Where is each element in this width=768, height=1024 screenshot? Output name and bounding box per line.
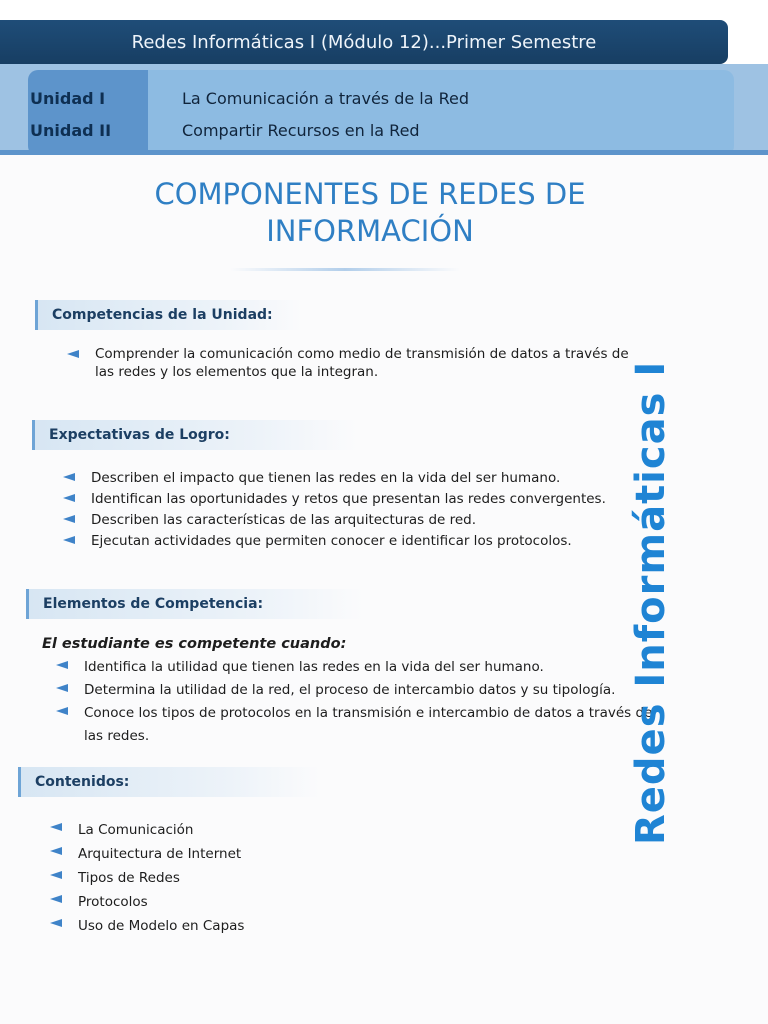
contenidos-heading-label: Contenidos: bbox=[35, 774, 130, 790]
elementos-subtitle: El estudiante es competente cuando: bbox=[42, 636, 347, 652]
list-item bbox=[50, 702, 660, 748]
list-item-text: Determina la utilidad de la red, el proceso de intercambio datos y su tipología. bbox=[84, 682, 616, 698]
bullet-arrow-icon bbox=[63, 515, 75, 523]
list-item-text: La Comunicación bbox=[78, 822, 194, 838]
expectativas-heading bbox=[32, 420, 357, 450]
units-names bbox=[148, 70, 734, 156]
list-item bbox=[44, 842, 364, 866]
unit-name: Compartir Recursos en la Red bbox=[182, 121, 420, 140]
competencias-list bbox=[61, 345, 641, 381]
list-item bbox=[57, 468, 657, 489]
title-underline bbox=[230, 268, 460, 271]
list-item bbox=[50, 679, 660, 702]
competencias-heading-label: Competencias de la Unidad: bbox=[52, 307, 273, 323]
list-item bbox=[50, 656, 660, 679]
list-item-text: Describen las características de las arquitecturas de red. bbox=[91, 512, 477, 528]
header-title: Redes Informáticas I (Módulo 12)...Primer Semestre bbox=[131, 31, 597, 53]
competencias-heading bbox=[35, 300, 302, 330]
list-item bbox=[44, 890, 364, 914]
contenidos-list bbox=[44, 818, 364, 938]
list-item-text: Uso de Modelo en Capas bbox=[78, 918, 245, 934]
list-item-text: Comprender la comunicación como medio de transmisión de datos a través de las redes y los elementos que la integran. bbox=[95, 346, 629, 380]
side-label: Redes Informáticas I bbox=[628, 360, 674, 845]
units-labels bbox=[28, 70, 148, 156]
bullet-arrow-icon bbox=[63, 473, 75, 481]
header-banner bbox=[0, 20, 728, 64]
expectativas-list bbox=[57, 468, 657, 552]
list-item-text: Identifican las oportunidades y retos que presentan las redes convergentes. bbox=[91, 491, 606, 507]
elementos-list bbox=[50, 656, 660, 748]
list-item bbox=[61, 345, 641, 381]
list-item-text: Describen el impacto que tienen las redes en la vida del ser humano. bbox=[91, 470, 561, 486]
unit-label: Unidad II bbox=[30, 121, 112, 140]
contenidos-heading bbox=[18, 767, 320, 797]
bullet-arrow-icon bbox=[56, 707, 68, 715]
expectativas-heading-label: Expectativas de Logro: bbox=[49, 427, 230, 443]
list-item bbox=[44, 818, 364, 842]
bullet-arrow-icon bbox=[56, 661, 68, 669]
units-table bbox=[28, 70, 734, 156]
list-item-text: Conoce los tipos de protocolos en la transmisión e intercambio de datos a través de las redes. bbox=[84, 705, 653, 744]
list-item-text: Protocolos bbox=[78, 894, 148, 910]
bullet-arrow-icon bbox=[67, 350, 79, 358]
elementos-heading bbox=[26, 589, 363, 619]
unit-name: La Comunicación a través de la Red bbox=[182, 89, 470, 108]
bullet-arrow-icon bbox=[50, 895, 62, 903]
bullet-arrow-icon bbox=[63, 536, 75, 544]
list-item bbox=[57, 510, 657, 531]
bullet-arrow-icon bbox=[63, 494, 75, 502]
list-item-text: Arquitectura de Internet bbox=[78, 846, 242, 862]
page-title: COMPONENTES DE REDES DE INFORMACIÓN bbox=[154, 177, 586, 248]
list-item bbox=[57, 489, 657, 510]
bullet-arrow-icon bbox=[50, 847, 62, 855]
list-item bbox=[57, 531, 657, 552]
list-item bbox=[44, 914, 364, 938]
bullet-arrow-icon bbox=[50, 919, 62, 927]
list-item-text: Identifica la utilidad que tienen las redes en la vida del ser humano. bbox=[84, 659, 544, 675]
list-item-text: Tipos de Redes bbox=[78, 870, 180, 886]
bullet-arrow-icon bbox=[56, 684, 68, 692]
unit-label: Unidad I bbox=[30, 89, 106, 108]
bullet-arrow-icon bbox=[50, 871, 62, 879]
list-item bbox=[44, 866, 364, 890]
elementos-heading-label: Elementos de Competencia: bbox=[43, 596, 264, 612]
bullet-arrow-icon bbox=[50, 823, 62, 831]
list-item-text: Ejecutan actividades que permiten conocer e identificar los protocolos. bbox=[91, 533, 572, 549]
